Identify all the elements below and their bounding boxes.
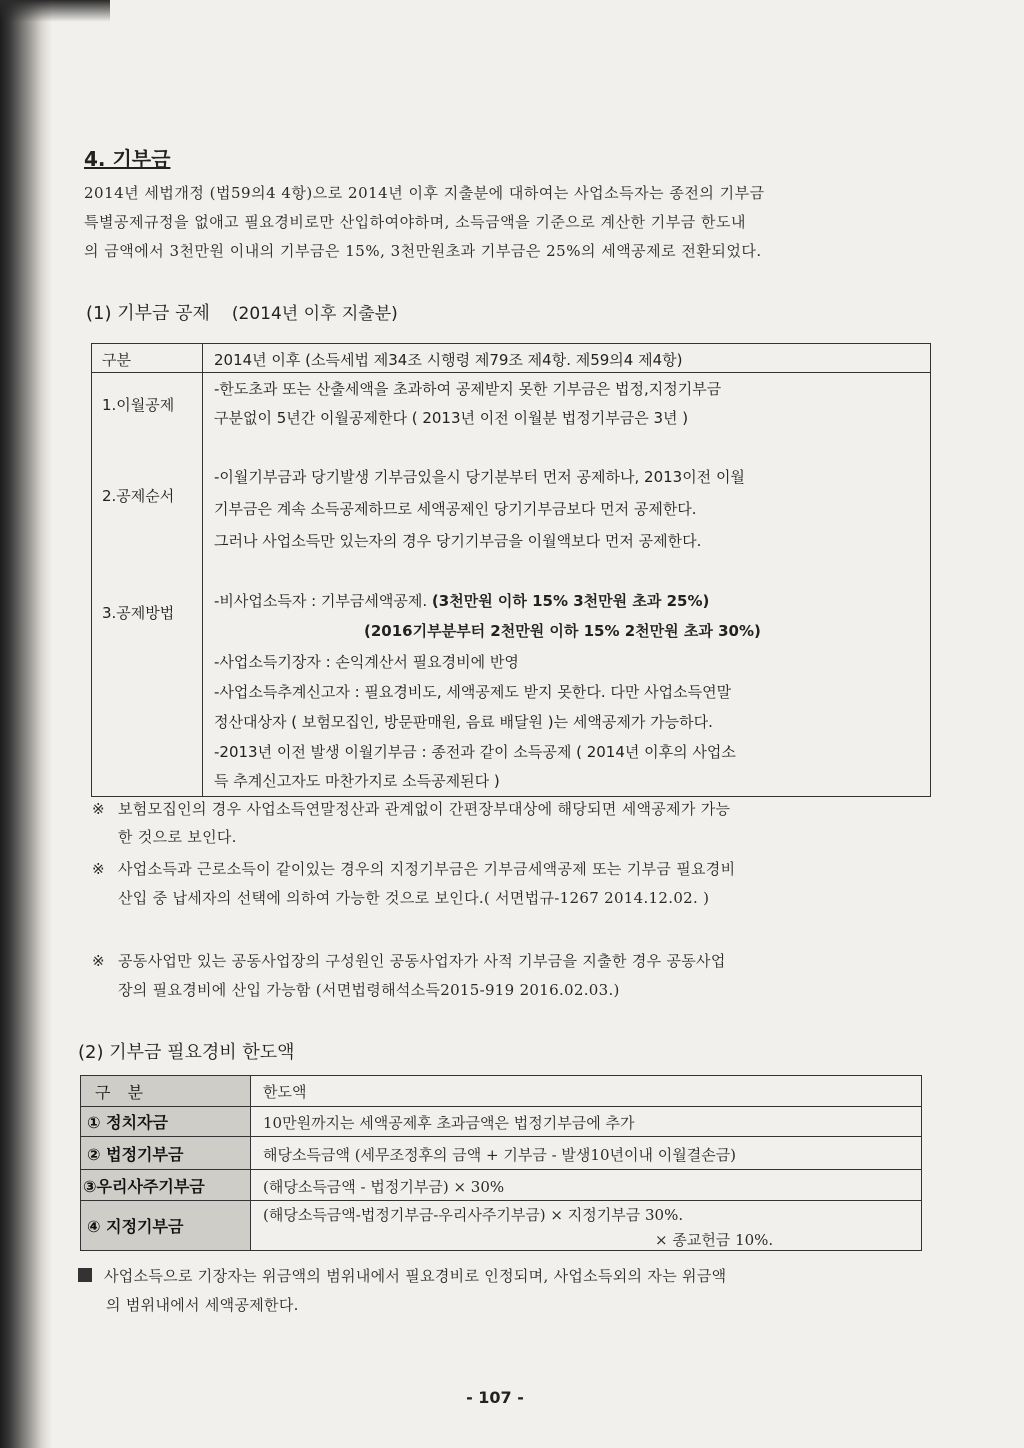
page-number: - 107 - — [466, 1388, 524, 1407]
footer-note — [78, 1265, 726, 1286]
page-corner-shadow — [0, 0, 110, 22]
row-text: 정산대상자 ( 보험모집인, 방문판매원, 음료 배달원 )는 세액공제가 가능하다. — [214, 713, 713, 731]
row-text: -한도초과 또는 산출세액을 초과하여 공제받지 못한 기부금은 법정,지정기부금 — [214, 380, 722, 398]
row-text-bold: (3천만원 이하 15% 3천만원 초과 25%) — [431, 592, 710, 610]
note-mark: ※ — [92, 800, 105, 818]
deduction-heading — [86, 299, 398, 325]
row-text-bold: (2016기부분부터 2천만원 이하 15% 2천만원 초과 30%) — [364, 622, 761, 640]
square-bullet-icon — [78, 1268, 92, 1282]
row-label-carryover: 1.이월공제 — [102, 396, 175, 414]
note-3-cont: 장의 필요경비에 산입 가능함 (서면법령해석소득2015-919 2016.02.03.) — [118, 981, 620, 999]
section-title: 4. 기부금 — [84, 147, 171, 171]
table-divider — [202, 344, 203, 796]
deduction-table — [91, 343, 931, 797]
limit-label-esop: ③우리사주기부금 — [81, 1170, 251, 1200]
row-text: -사업소득기장자 : 손익계산서 필요경비에 반영 — [214, 653, 519, 671]
note-text: 사업소득과 근로소득이 같이있는 경우의 지정기부금은 기부금세액공제 또는 기부금 필요경비 — [118, 860, 736, 878]
limit-value-esop: (해당소득금액 - 법정기부금) × 30% — [263, 1178, 505, 1196]
row-text: 득 추계신고자도 마찬가지로 소득공제된다 ) — [214, 772, 500, 790]
note-text: 보험모집인의 경우 사업소득연말정산과 관계없이 간편장부대상에 해당되면 세액공제가 가능 — [118, 800, 731, 818]
limit-header-col1: 구 분 — [81, 1076, 251, 1106]
note-3 — [92, 950, 726, 971]
row-text — [364, 620, 761, 641]
limit-table — [80, 1075, 922, 1251]
limit-header-col2: 한도액 — [263, 1083, 307, 1101]
limit-label-designated: ④ 지정기부금 — [81, 1201, 251, 1250]
row-text: -사업소득추계신고자 : 필요경비도, 세액공제도 받지 못한다. 다만 사업소득연말 — [214, 683, 732, 701]
limit-label-political: ① 정치자금 — [81, 1107, 251, 1136]
table-header-divider — [92, 372, 930, 373]
row-text — [214, 590, 709, 611]
footer-note-text: 사업소득으로 기장자는 위금액의 범위내에서 필요경비로 인정되며, 사업소득외의 자는 위금액 — [104, 1267, 727, 1285]
note-mark: ※ — [92, 860, 105, 878]
footer-note-cont: 의 범위내에서 세액공제한다. — [106, 1296, 299, 1314]
row-label-order: 2.공제순서 — [102, 487, 175, 505]
deduction-heading-sub: (2014년 이후 지출분) — [231, 304, 398, 324]
row-text: 기부금은 계속 소득공제하므로 세액공제인 당기기부금보다 먼저 공제한다. — [214, 500, 697, 518]
limit-value-political: 10만원까지는 세액공제후 초과금액은 법정기부금에 추가 — [263, 1114, 635, 1132]
row-text-part: -비사업소득자 : 기부금세액공제. — [214, 592, 432, 610]
table-header-col2: 2014년 이후 (소득세법 제34조 시행령 제79조 제4항. 제59의4 제4항) — [214, 351, 683, 369]
limit-label-statutory: ② 법정기부금 — [81, 1137, 251, 1169]
limit-value-designated-2: × 종교헌금 10%. — [655, 1231, 774, 1249]
deduction-heading-main: (1) 기부금 공제 — [86, 303, 210, 324]
note-2 — [92, 858, 735, 879]
intro-line-1: 2014년 세법개정 (법59의4 4항)으로 2014년 이후 지출분에 대하여는 사업소득자는 종전의 기부금 — [84, 184, 765, 202]
row-text: 구분없이 5년간 이월공제한다 ( 2013년 이전 이월분 법정기부금은 3년 ) — [214, 409, 689, 427]
intro-line-2: 특별공제규정을 없애고 필요경비로만 산입하여야하며, 소득금액을 기준으로 계산한 기부금 한도내 — [84, 213, 747, 231]
row-text: 그러나 사업소득만 있는자의 경우 당기기부금을 이월액보다 먼저 공제한다. — [214, 532, 702, 550]
book-spine-shadow — [0, 0, 52, 1448]
table-header-col1: 구분 — [102, 351, 131, 369]
note-text: 공동사업만 있는 공동사업장의 구성원인 공동사업자가 사적 기부금을 지출한 경우 공동사업 — [118, 952, 726, 970]
limit-value-designated: (해당소득금액-법정기부금-우리사주기부금) × 지정기부금 30%. — [263, 1206, 684, 1224]
note-2-cont: 산입 중 납세자의 선택에 의하여 가능한 것으로 보인다.( 서면법규-1267 2014.12.02. ) — [118, 889, 710, 907]
limit-heading: (2) 기부금 필요경비 한도액 — [78, 1042, 295, 1063]
note-1 — [92, 798, 730, 819]
row-text: -이월기부금과 당기발생 기부금있을시 당기분부터 먼저 공제하나, 2013이전 이월 — [214, 468, 745, 486]
row-label-method: 3.공제방법 — [102, 604, 175, 622]
row-text: -2013년 이전 발생 이월기부금 : 종전과 같이 소득공제 ( 2014년 이후의 사업소 — [214, 743, 736, 761]
note-1-cont: 한 것으로 보인다. — [118, 828, 237, 846]
intro-line-3: 의 금액에서 3천만원 이내의 기부금은 15%, 3천만원초과 기부금은 25%의 세액공제로 전환되었다. — [84, 242, 762, 260]
limit-value-statutory: 해당소득금액 (세무조정후의 금액 + 기부금 - 발생10년이내 이월결손금) — [263, 1146, 737, 1164]
note-mark: ※ — [92, 952, 105, 970]
